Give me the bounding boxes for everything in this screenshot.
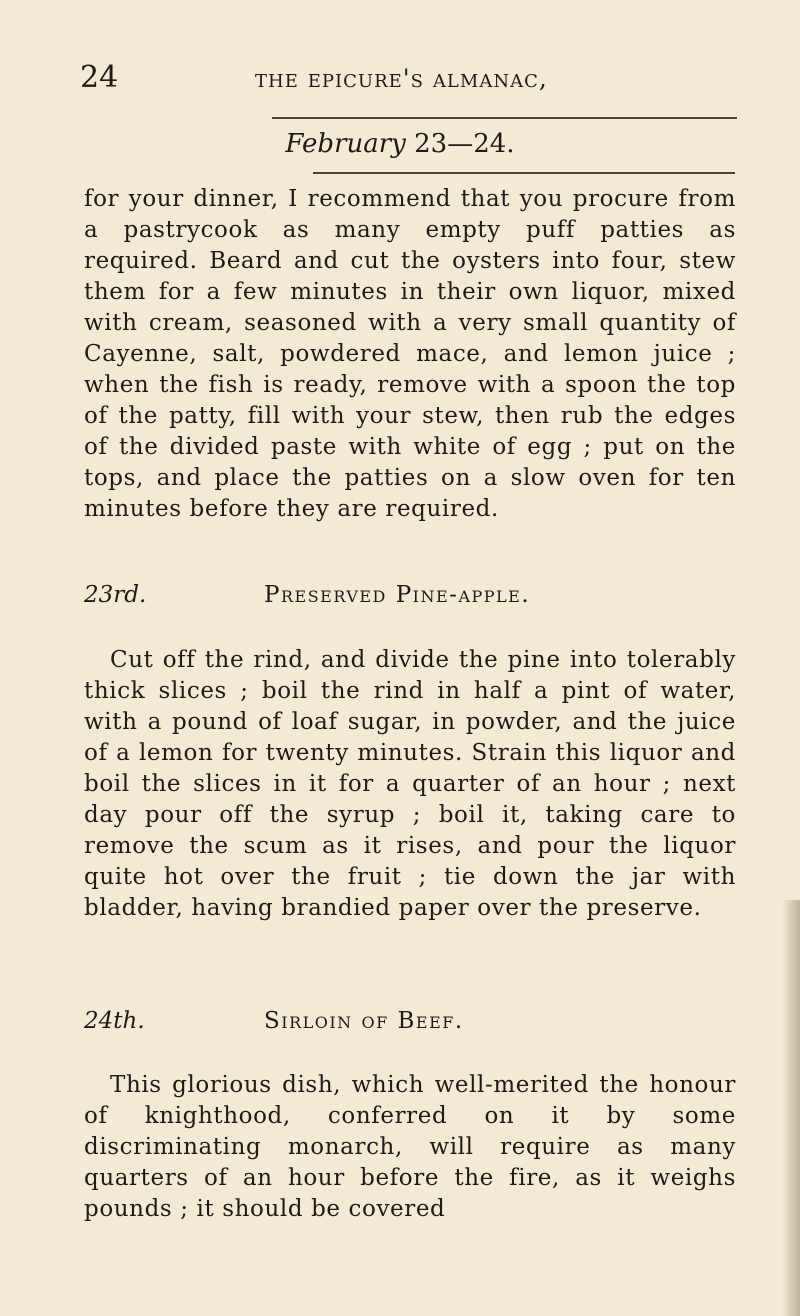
sirloin-paragraph: This glorious dish, which well-merited the honour of knighthood, conferred on it by some discriminating monarch, will require as many quarters of an hour before the fire, as it weighs pounds ; it should be covered: [84, 1072, 736, 1222]
recipe-date: 23rd.: [84, 582, 147, 608]
top-rule: [272, 117, 737, 119]
running-head: [80, 60, 730, 100]
recipe-date: 24th.: [84, 1008, 145, 1034]
bottom-rule: [313, 172, 735, 174]
running-title: the epicure's almanac,: [255, 64, 548, 93]
continuation-paragraph: for your dinner, I recommend that you procure from a pastrycook as many empty puff patties as required. Beard and cut the oysters into four, stew them for a few minutes in their own liquor, mixed with cream, seasoned with a very small quantity of Cayenne, salt, powdered mace, and lemon juice ; when the fish is ready, remove with a spoon the top of the patty, fill with your stew, then rub the edges of the divided paste with white of egg ; put on the tops, and place the patties on a slow oven for ten minutes before they are required.: [84, 186, 736, 522]
date-days: 23—24.: [405, 129, 515, 159]
page-number: 24: [80, 60, 119, 95]
recipe-title: Sirloin of Beef.: [264, 1008, 464, 1034]
pineapple-paragraph: Cut off the rind, and divide the pine into tolerably thick slices ; boil the rind in half a pint of water, with a pound of loaf sugar, in powder, and the juice of a lemon for twenty minutes. Strain this liquor and boil the slices in it for a quarter of an hour ; next day pour off the syrup ; boil it, taking care to remove the scum as it rises, and pour the liquor quite hot over the fruit ; tie down the jar with bladder, having brandied paper over the preserve.: [84, 647, 736, 921]
recipe-title: Preserved Pine-apple.: [264, 582, 531, 608]
page-edge-shadow: [782, 900, 800, 1316]
date-month: February: [285, 129, 406, 159]
date-heading: [0, 129, 800, 159]
